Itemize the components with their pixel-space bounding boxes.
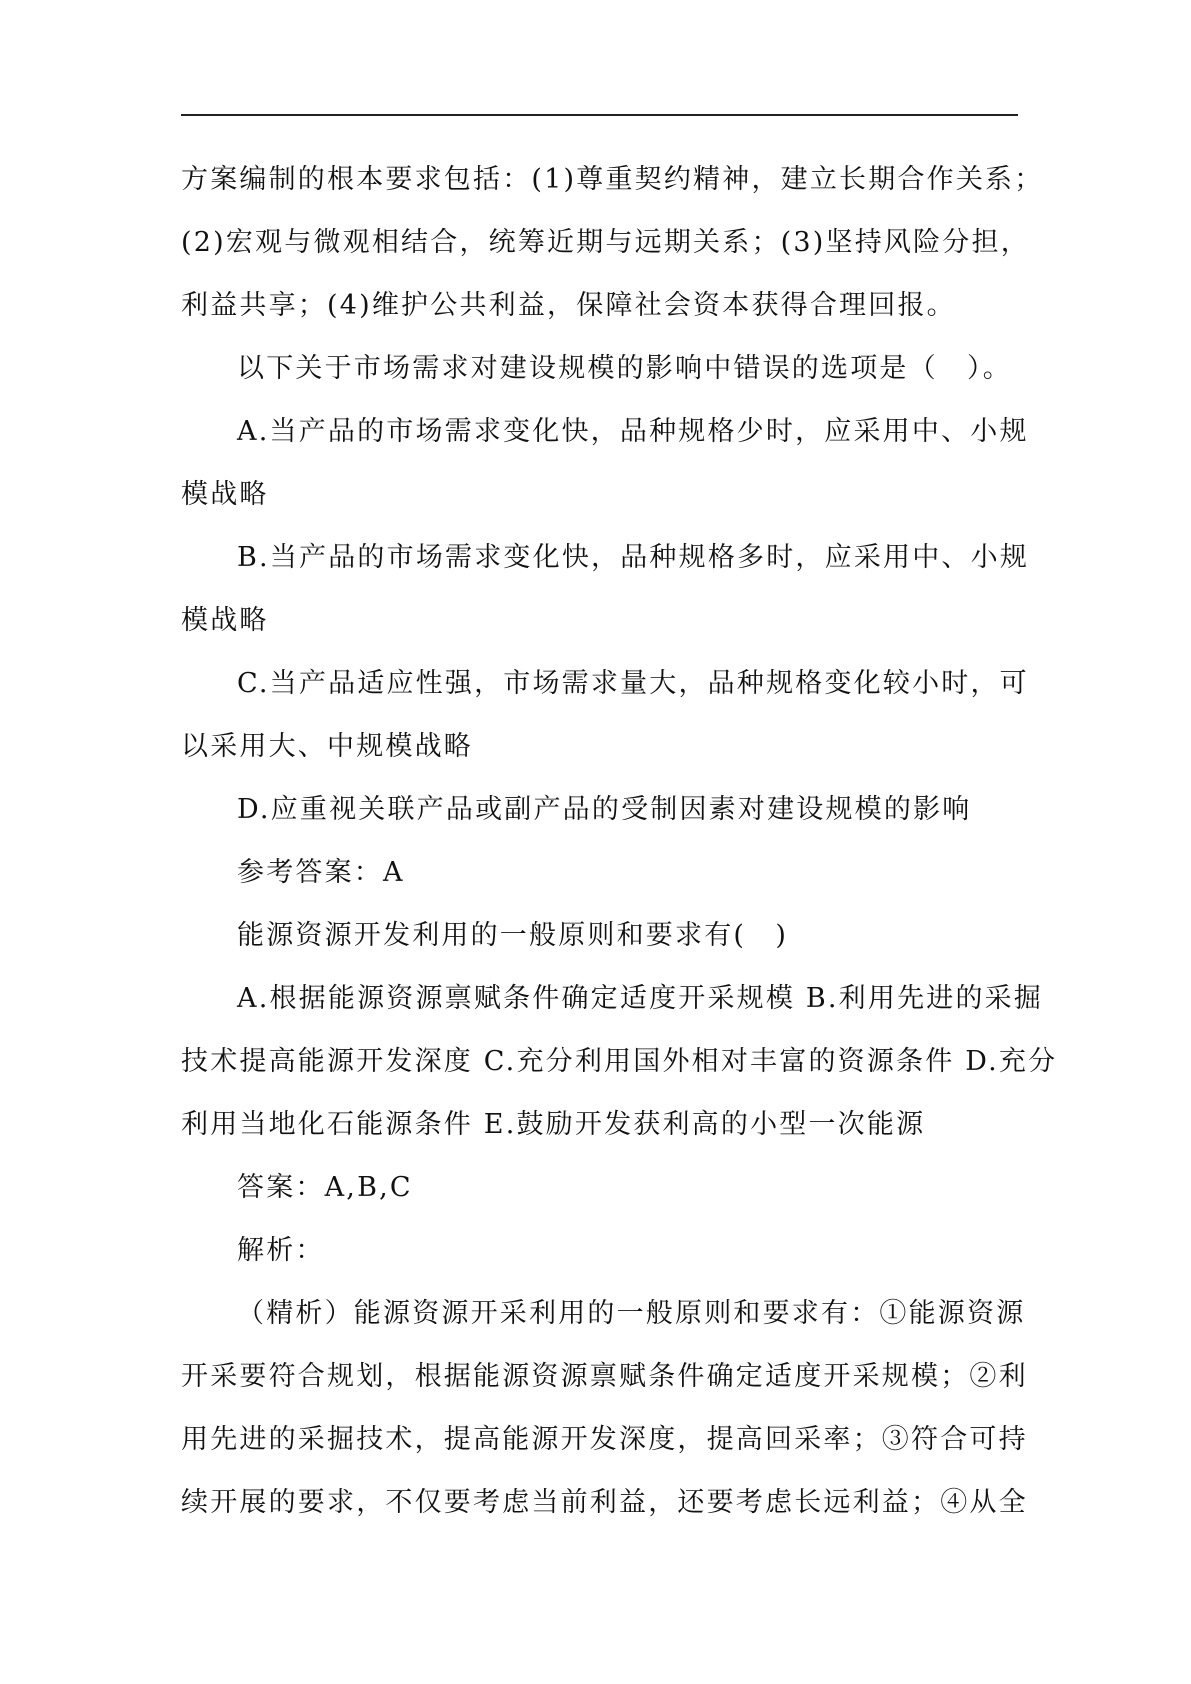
text-line-2: (2)宏观与微观相结合，统筹近期与远期关系；(3)坚持风险分担， [181,227,1030,258]
question-1-option-a: A.当产品的市场需求变化快，品种规格少时，应采用中、小规 [237,416,1029,447]
question-2-options-cont-1: 技术提高能源开发深度 C.充分利用国外相对丰富的资源条件 D.充分 [181,1046,1058,1077]
analysis-line-3: 用先进的采掘技术，提高能源开发深度，提高回采率；③符合可持 [181,1424,1028,1455]
text-line-3: 利益共享；(4)维护公共利益，保障社会资本获得合理回报。 [181,290,956,321]
question-1-option-c-cont: 以采用大、中规模战略 [181,731,473,762]
analysis-heading: 解析： [237,1235,325,1266]
analysis-line-2: 开采要符合规划，根据能源资源禀赋条件确定适度开采规模；②利 [181,1361,1028,1392]
header-rule [181,114,1018,116]
question-2-answer: 答案：A,B,C [237,1172,413,1203]
question-1-option-b-cont: 模战略 [181,605,269,636]
question-1-option-d: D.应重视关联产品或副产品的受制因素对建设规模的影响 [237,794,972,825]
question-2-stem: 能源资源开发利用的一般原则和要求有( ) [237,920,789,951]
analysis-line-1: （精析）能源资源开采利用的一般原则和要求有：①能源资源 [237,1298,1026,1329]
question-1-stem: 以下关于市场需求对建设规模的影响中错误的选项是（ ）。 [237,353,1012,384]
question-1-option-b: B.当产品的市场需求变化快，品种规格多时，应采用中、小规 [237,542,1030,573]
question-2-options-cont-2: 利用当地化石能源条件 E.鼓励开发获利高的小型一次能源 [181,1109,926,1140]
question-1-option-c: C.当产品适应性强，市场需求量大，品种规格变化较小时，可 [237,668,1029,699]
document-body [181,148,1058,1534]
question-1-option-a-cont: 模战略 [181,479,269,510]
text-line-1: 方案编制的根本要求包括：(1)尊重契约精神，建立长期合作关系； [181,164,1044,195]
question-1-answer: 参考答案：A [237,857,405,888]
question-2-options: A.根据能源资源禀赋条件确定适度开采规模 B.利用先进的采掘 [237,983,1044,1014]
analysis-line-4: 续开展的要求，不仅要考虑当前利益，还要考虑长远利益；④从全 [181,1487,1028,1518]
